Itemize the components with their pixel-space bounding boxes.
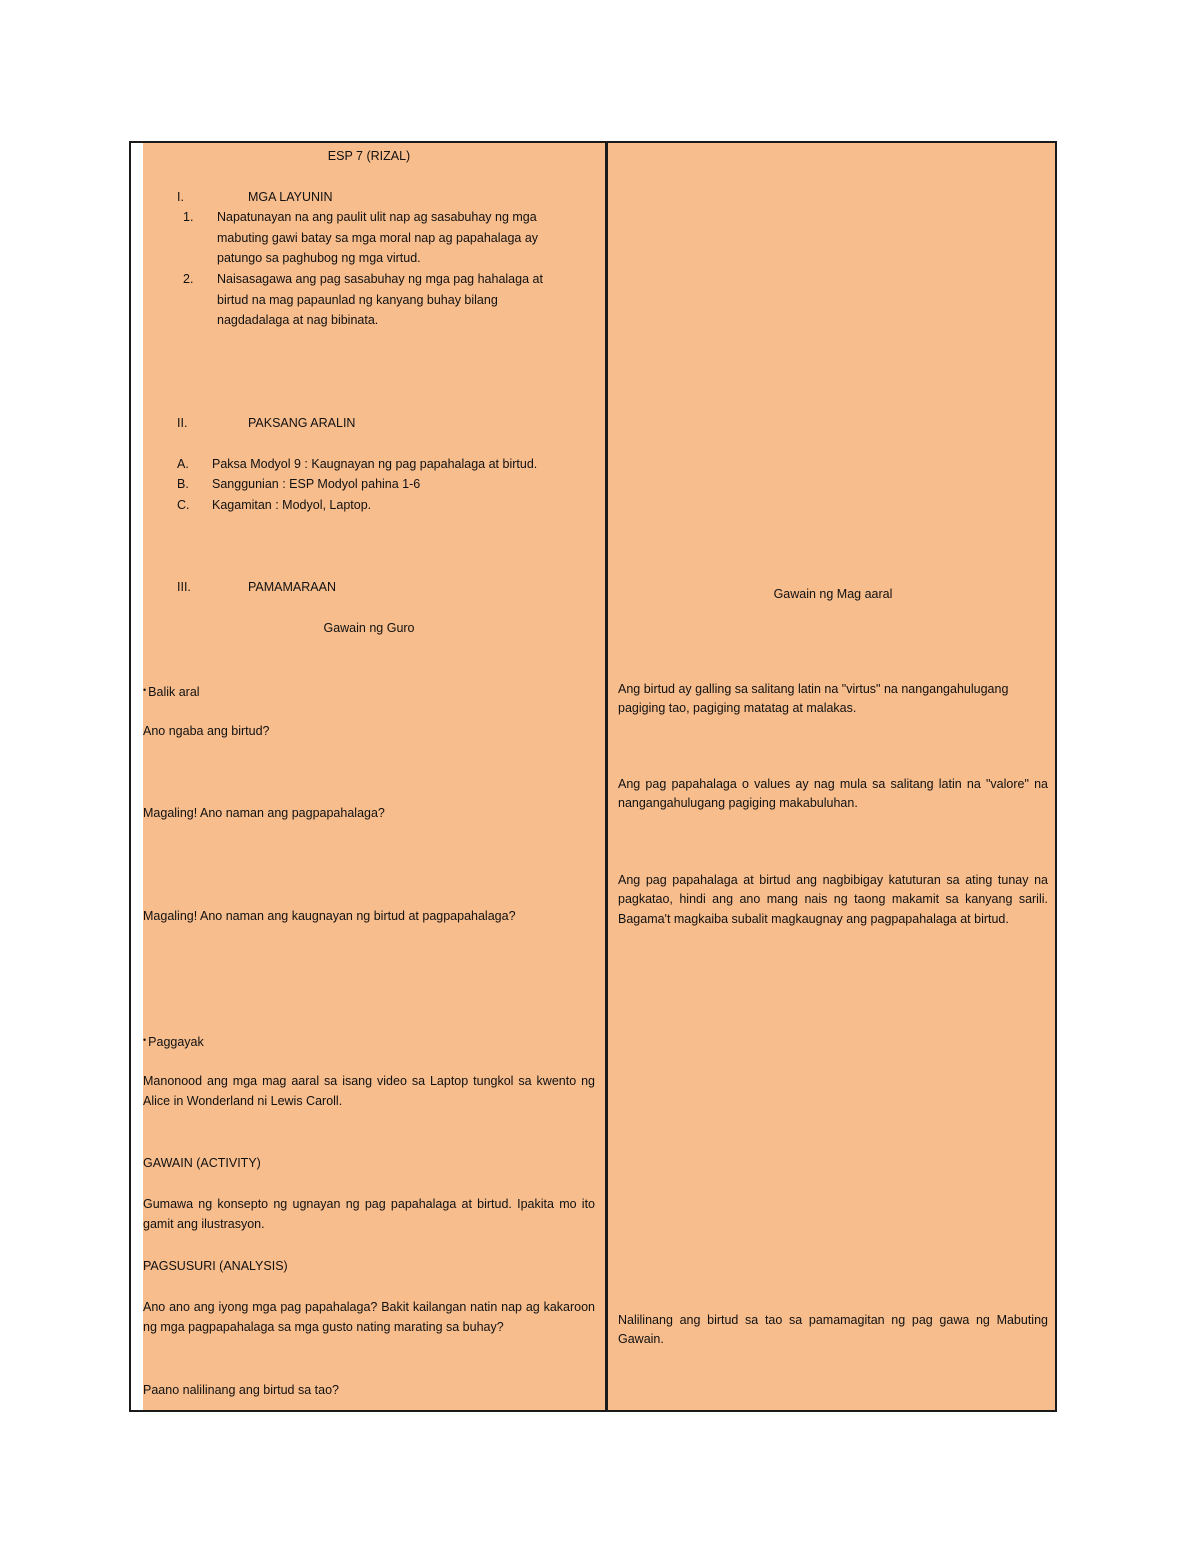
topic-letter: A.: [177, 457, 189, 471]
pagsusuri-text: Ano ano ang iyong mga pag papahalaga? Bakit kailangan natin nap ag kakaroon ng mga pagpapahalaga sa mga gusto nating marating sa buhay?: [143, 1300, 595, 1334]
section-numeral-1: I.: [177, 190, 184, 204]
gawain-text: Gumawa ng konsepto ng ugnayan ng pag papahalaga at birtud. Ipakita mo ito gamit ang ilustrasyon.: [143, 1197, 595, 1231]
paggayak-text: Manonood ang mga mag aaral sa isang video sa Laptop tungkol sa kwento ng Alice in Wonderland ni Lewis Caroll.: [143, 1074, 595, 1108]
objective-line: nagdadalaga at nag bibinata.: [217, 313, 379, 327]
section-numeral-2: II.: [177, 416, 188, 430]
objective-number: 2.: [183, 272, 194, 286]
pagsusuri-heading: PAGSUSURI (ANALYSIS): [143, 1259, 288, 1273]
objective-line: Naisasagawa ang pag sasabuhay ng mga pag hahalaga at: [217, 272, 543, 286]
magaaral-column-heading: Gawain ng Mag aaral: [773, 587, 893, 601]
left-column-guro: [143, 143, 605, 1410]
objective-line: patungo sa paghubog ng mga virtud.: [217, 251, 421, 265]
objective-line: Napatunayan na ang paulit ulit nap ag sasabuhay ng mga: [217, 210, 537, 224]
question-pagpapahalaga: Magaling! Ano naman ang pagpapahalaga?: [143, 806, 385, 820]
answer-pagpapahalaga: Ang pag papahalaga o values ay nag mula sa salitang latin na "valore" na nangangahulugang pagiging makabuluhan.: [618, 777, 1048, 811]
section-heading-layunin: MGA LAYUNIN: [248, 190, 333, 204]
section-heading-paksa: PAKSANG ARALIN: [248, 416, 356, 430]
objective-line: birtud na mag papaunlad ng kanyang buhay bilang: [217, 293, 498, 307]
section-heading-pamamaraan: PAMAMARAAN: [248, 580, 336, 594]
topic-item: Sanggunian : ESP Modyol pahina 1-6: [212, 477, 421, 491]
topic-letter: B.: [177, 477, 189, 491]
paggayak-label: • Paggayak: [143, 1030, 204, 1052]
right-column-magaaral: [608, 143, 1055, 1410]
lesson-plan-table: [129, 141, 1057, 1412]
objective-line: mabuting gawi batay sa mga moral nap ag papahalaga ay: [217, 231, 539, 245]
answer-birtud: Ang birtud ay galling sa salitang latin na "virtus" na nangangahulugang pagiging tao, pagiging matatag at malakas.: [618, 682, 1009, 716]
topic-letter: C.: [177, 498, 190, 512]
objective-number: 1.: [183, 210, 194, 224]
topic-item: Kagamitan : Modyol, Laptop.: [212, 498, 372, 512]
gawain-heading: GAWAIN (ACTIVITY): [143, 1156, 261, 1170]
question-birtud: Ano ngaba ang birtud?: [143, 724, 270, 738]
section-numeral-3: III.: [177, 580, 191, 594]
guro-column-heading: Gawain ng Guro: [323, 621, 415, 635]
document-title: ESP 7 (RIZAL): [327, 149, 411, 163]
topic-item: Paksa Modyol 9 : Kaugnayan ng pag papahalaga at birtud.: [212, 457, 538, 471]
balik-aral-label: • Balik aral: [143, 680, 200, 702]
answer-kaugnayan: Ang pag papahalaga at birtud ang nagbibigay katuturan sa ating tunay na pagkatao, hindi ang ano mang nais ng taong makamit sa kanyang sarili. Bagama't magkaiba subalit magkaugnay ang pagpapahalaga at birtud.: [618, 873, 1048, 926]
question-kaugnayan: Magaling! Ano naman ang kaugnayan ng birtud at pagpapahalaga?: [143, 909, 516, 923]
question-paano: Paano nalilinang ang birtud sa tao?: [143, 1383, 339, 1397]
answer-paano: Nalilinang ang birtud sa tao sa pamamagitan ng pag gawa ng Mabuting Gawain.: [618, 1313, 1048, 1347]
